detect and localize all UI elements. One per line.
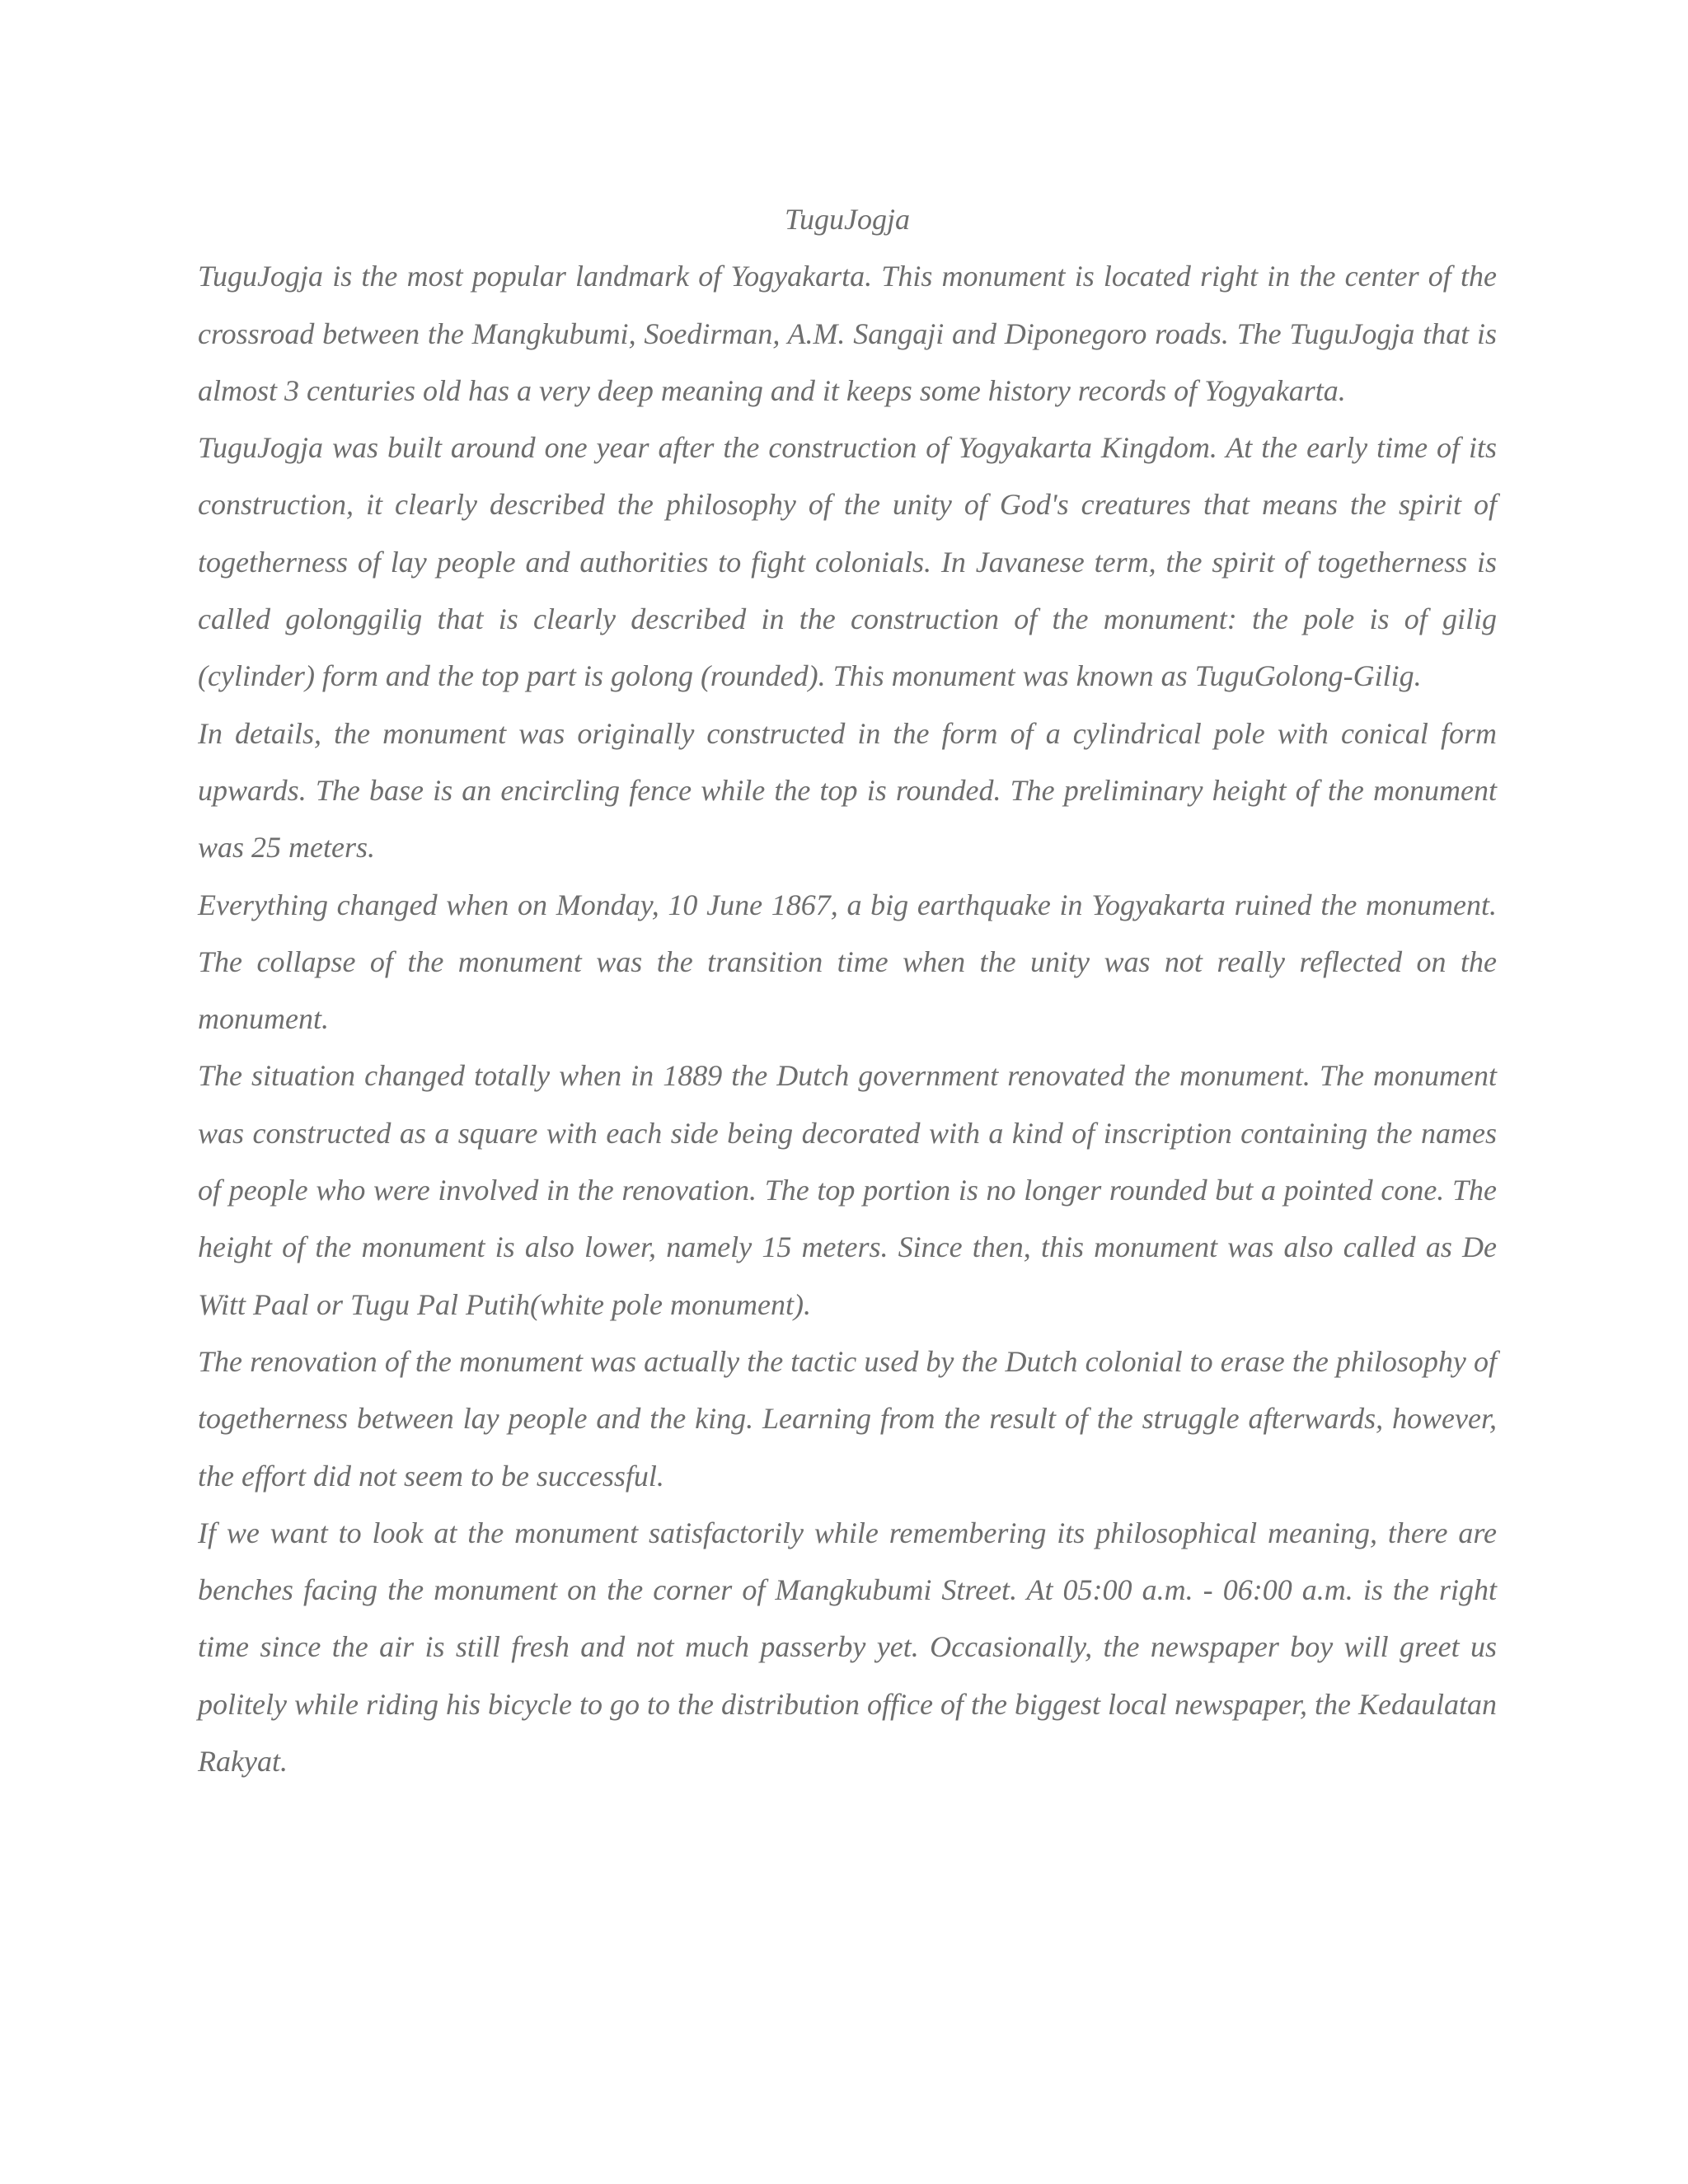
document-page: [198, 191, 1497, 1790]
paragraph-5: The situation changed totally when in 1889 the Dutch government renovated the monument. The monument was constructed as a square with each side being decorated with a kind of inscription containing the names of people who were involved in the renovation. The top portion is no longer rounded but a pointed cone. The height of the monument is also lower, namely 15 meters. Since then, this monument was also called as De Witt Paal or Tugu Pal Putih(white pole monument).: [198, 1059, 1497, 1321]
paragraph-7: If we want to look at the monument satisfactorily while remembering its philosophical meaning, there are benches facing the monument on the corner of Mangkubumi Street. At 05:00 a.m. - 06:00 a.m. is the right time since the air is still fresh and not much passerby yet. Occasionally, the newspaper boy will greet us politely while riding his bicycle to go to the distribution office of the biggest local newspaper, the Kedaulatan Rakyat.: [198, 1516, 1497, 1779]
paragraph-1: TuguJogja is the most popular landmark of Yogyakarta. This monument is located right in the center of the crossroad between the Mangkubumi, Soedirman, A.M. Sangaji and Diponegoro roads. The TuguJogja that is almost 3 centuries old has a very deep meaning and it keeps some history records of Yogyakarta.: [198, 260, 1497, 407]
paragraph-2: TuguJogja was built around one year after the construction of Yogyakarta Kingdom. At the early time of its construction, it clearly described the philosophy of the unity of God's creatures that means the spirit of togetherness of lay people and authorities to fight colonials. In Javanese term, the spirit of togetherness is called golonggilig that is clearly described in the construction of the monument: the pole is of gilig (cylinder) form and the top part is golong (rounded). This monument was known as TuguGolong-Gilig.: [198, 431, 1497, 693]
paragraph-3: In details, the monument was originally constructed in the form of a cylindrical pole with conical form upwards. The base is an encircling fence while the top is rounded. The preliminary height of the monument was 25 meters.: [198, 716, 1497, 865]
document-title: TuguJogja: [784, 203, 910, 236]
paragraph-6: The renovation of the monument was actually the tactic used by the Dutch colonial to erase the philosophy of togetherness between lay people and the king. Learning from the result of the struggle afterwards, however, the effort did not seem to be successful.: [198, 1344, 1497, 1493]
paragraph-4: Everything changed when on Monday, 10 June 1867, a big earthquake in Yogyakarta ruined the monument. The collapse of the monument was the transition time when the unity was not really reflected on the monument.: [198, 888, 1497, 1036]
